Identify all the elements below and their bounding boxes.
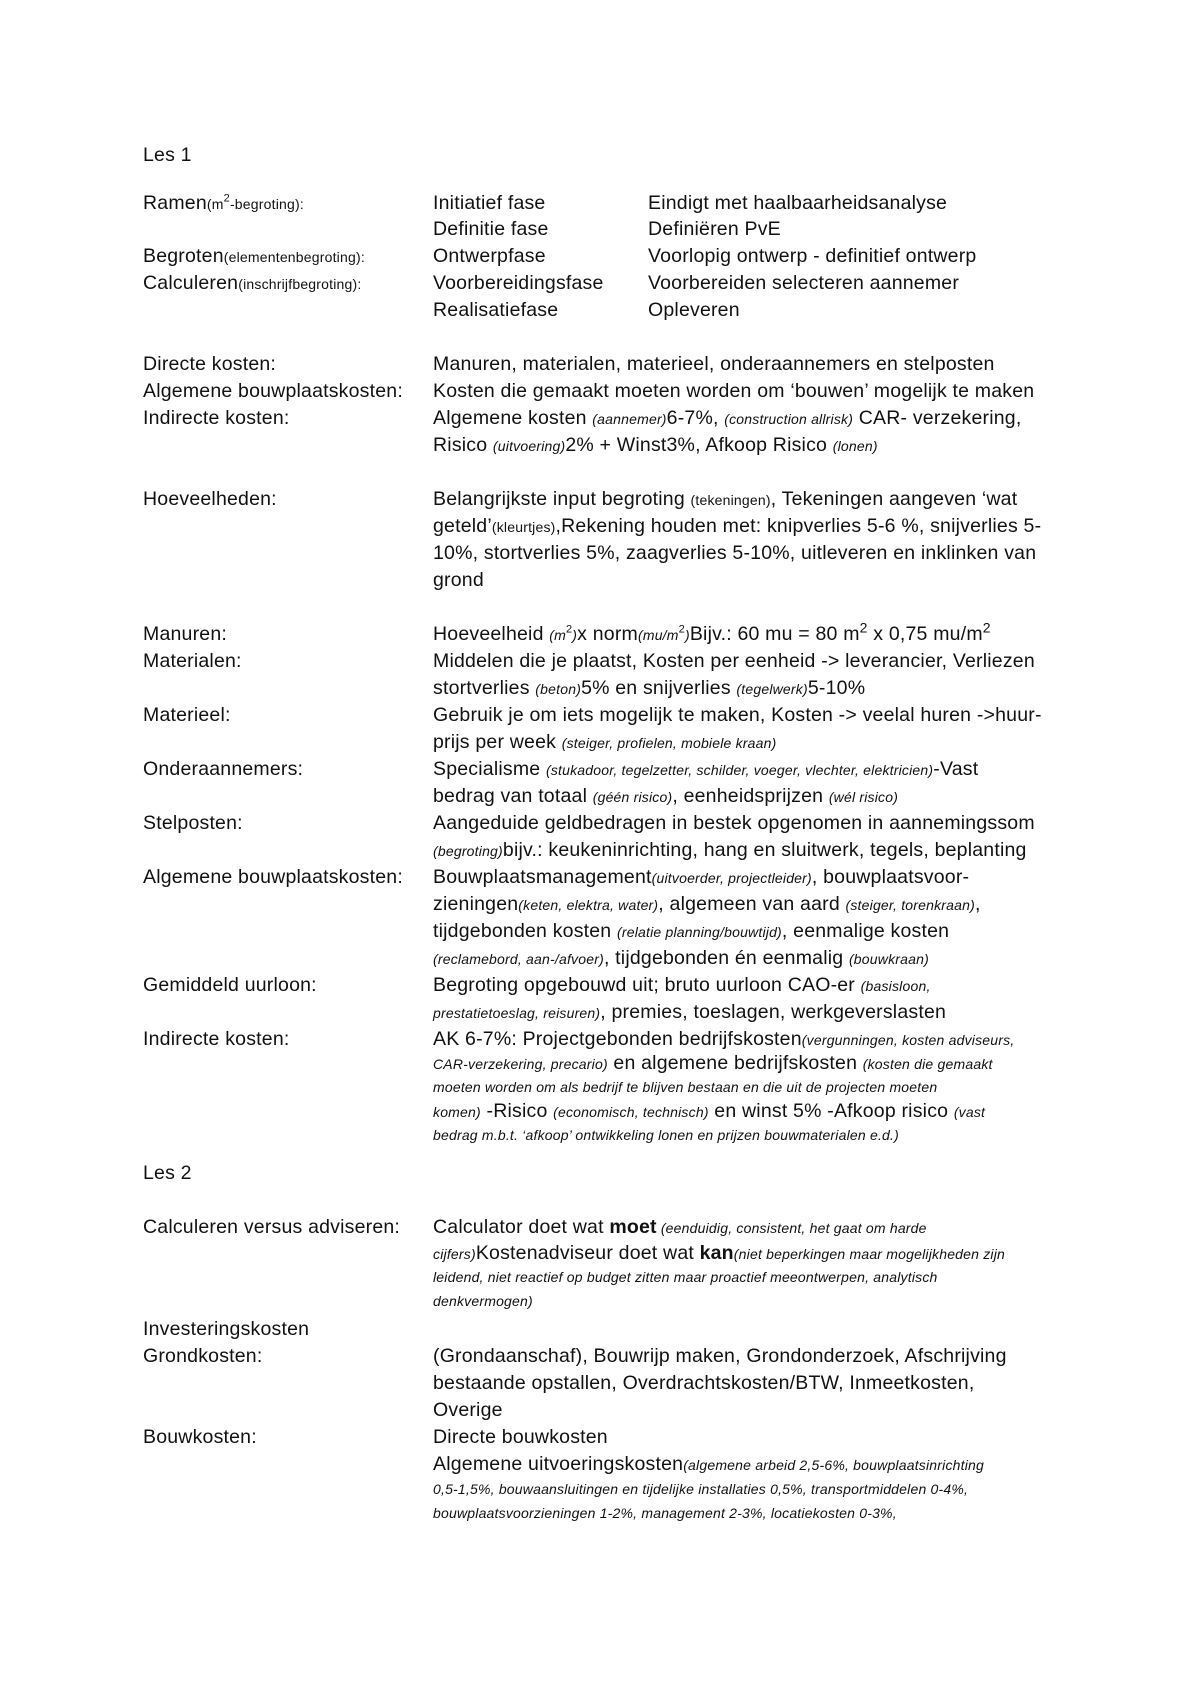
hoeveelheden-label: Hoeveelheden: bbox=[143, 488, 277, 510]
abk2-label: Algemene bouwplaatskosten: bbox=[143, 866, 403, 888]
abk2-text: Bouwplaatsmanagement(uitvoerder, projectleider), bouwplaatsvoor- bbox=[433, 866, 970, 888]
abk2-text: tijdgebonden kosten (relatie planning/bouwtijd), eenmalige kosten bbox=[433, 920, 950, 942]
grondkosten-text: Overige bbox=[433, 1399, 503, 1421]
materialen-text: Middelen die je plaatst, Kosten per eenheid -> leverancier, Verliezen bbox=[433, 650, 1035, 672]
section-heading-les1: Les 1 bbox=[143, 144, 192, 166]
phase-desc: Definiëren PvE bbox=[648, 218, 781, 240]
phase-desc: Voorlopig ontwerp - definitief ontwerp bbox=[648, 245, 977, 267]
materieel-text: Gebruik je om iets mogelijk te maken, Kosten -> veelal huren ->huur- bbox=[433, 704, 1042, 726]
onderaannemers-text: Specialisme (stukadoor, tegelzetter, schilder, voeger, vlechter, elektricien)-Vast bbox=[433, 758, 979, 780]
calculeren-versus-text: leidend, niet reactief op budget zitten maar proactief meeontwerpen, analytisch bbox=[433, 1269, 938, 1285]
phase-name: Realisatiefase bbox=[433, 299, 559, 321]
bouwkosten-label: Bouwkosten: bbox=[143, 1426, 257, 1448]
phase-name: Voorbereidingsfase bbox=[433, 272, 604, 294]
uurloon-text: prestatietoeslag, reisuren), premies, toeslagen, werkgeverslasten bbox=[433, 1001, 947, 1023]
materieel-text: prijs per week (steiger, profielen, mobiele kraan) bbox=[433, 731, 777, 753]
investeringskosten-label: Investeringskosten bbox=[143, 1318, 310, 1340]
abk2-text: zieningen(keten, elektra, water), algemeen van aard (steiger, torenkraan), bbox=[433, 893, 981, 915]
stelposten-label: Stelposten: bbox=[143, 812, 243, 834]
materialen-text: stortverlies (beton)5% en snijverlies (tegelwerk)5-10% bbox=[433, 677, 866, 699]
directe-kosten-label: Directe kosten: bbox=[143, 353, 277, 375]
materialen-label: Materialen: bbox=[143, 650, 242, 672]
indirecte-kosten2-label: Indirecte kosten: bbox=[143, 1028, 290, 1050]
bouwkosten-text: Algemene uitvoeringskosten(algemene arbeid 2,5-6%, bouwplaatsinrichting bbox=[433, 1453, 985, 1475]
materieel-label: Materieel: bbox=[143, 704, 231, 726]
abk-text: Kosten die gemaakt moeten worden om ‘bouwen’ mogelijk te maken bbox=[433, 380, 1035, 402]
calculeren-versus-text: Calculator doet wat moet (eenduidig, consistent, het gaat om harde bbox=[433, 1216, 927, 1238]
hoeveelheden-text: 10%, stortverlies 5%, zaagverlies 5-10%, uitleveren en inklinken van bbox=[433, 542, 1037, 564]
phase-name: Definitie fase bbox=[433, 218, 549, 240]
stelposten-text: Aangeduide geldbedragen in bestek opgenomen in aannemingssom bbox=[433, 812, 1035, 834]
abk-label: Algemene bouwplaatskosten: bbox=[143, 380, 403, 402]
stelposten-text: (begroting)bijv.: keukeninrichting, hang en sluitwerk, tegels, beplanting bbox=[433, 839, 1027, 861]
phase-desc: Eindigt met haalbaarheidsanalyse bbox=[648, 192, 948, 214]
manuren-label: Manuren: bbox=[143, 623, 227, 645]
manuren-text: Hoeveelheid $(m^2)x$ $norm(mu/m^2)Bijv$.: 60 mu = 80 $m^2$ x 0,75 $mu/m^2$ bbox=[433, 619, 991, 645]
phase-name: Initiatief fase bbox=[433, 192, 546, 214]
hoeveelheden-text: geteld’(kleurtjes),Rekening houden met: knipverlies 5-6 %, snijverlies 5- bbox=[433, 515, 1042, 537]
onderaannemers-label: Onderaannemers: bbox=[143, 758, 304, 780]
phase-desc: Voorbereiden selecteren aannemer bbox=[648, 272, 960, 294]
calculeren-versus-text: cijfers)Kostenadviseur doet wat kan(niet beperkingen maar mogelijkheden zijn bbox=[433, 1242, 1006, 1264]
hoeveelheden-text: Belangrijkste input begroting (tekeningen), Tekeningen aangeven ‘wat bbox=[433, 488, 1018, 510]
uurloon-text: Begroting opgebouwd uit; bruto uurloon CAO-er (basisloon, bbox=[433, 974, 931, 996]
ramen-label: $Ramen(m^2-begroting)$: bbox=[143, 192, 304, 214]
bouwkosten-text: 0,5-1,5%, bouwaansluitingen en tijdelijke installaties 0,5%, transportmiddelen 0-4%, bbox=[433, 1481, 969, 1497]
grondkosten-text: (Grondaanschaf), Bouwrijp maken, Grondonderzoek, Afschrijving bbox=[433, 1345, 1007, 1367]
onderaannemers-text: bedrag van totaal (géén risico), eenheidsprijzen (wél risico) bbox=[433, 785, 899, 807]
indirecte-kosten-label: Indirecte kosten: bbox=[143, 407, 290, 429]
bouwkosten-text: Directe bouwkosten bbox=[433, 1426, 608, 1448]
begroten-label: Begroten(elementenbegroting): bbox=[143, 245, 365, 267]
phase-desc: Opleveren bbox=[648, 299, 740, 321]
abk2-text: (reclamebord, aan-/afvoer), tijdgebonden én eenmalig (bouwkraan) bbox=[433, 947, 929, 969]
uurloon-label: Gemiddeld uurloon: bbox=[143, 974, 317, 996]
directe-kosten-text: Manuren, materialen, materieel, onderaannemers en stelposten bbox=[433, 353, 995, 375]
hoeveelheden-text: grond bbox=[433, 569, 484, 591]
indirecte-kosten-text: Algemene kosten (aannemer)6-7%, (construction allrisk) CAR- verzekering, bbox=[433, 407, 1022, 429]
indirecte-kosten2-text: CAR-verzekering, precario) en algemene bedrijfskosten (kosten die gemaakt bbox=[433, 1052, 993, 1074]
calculeren-label: Calculeren(inschrijfbegroting): bbox=[143, 272, 362, 294]
calculeren-versus-label: Calculeren versus adviseren: bbox=[143, 1216, 401, 1238]
indirecte-kosten2-text: moeten worden om als bedrijf te blijven bestaan en die uit de projecten moeten bbox=[433, 1079, 938, 1095]
bouwkosten-text: bouwplaatsvoorzieningen 1-2%, management 2-3%, locatiekosten 0-3%, bbox=[433, 1505, 897, 1521]
calculeren-versus-text: denkvermogen) bbox=[433, 1293, 533, 1309]
grondkosten-label: Grondkosten: bbox=[143, 1345, 263, 1367]
section-heading-les2: Les 2 bbox=[143, 1162, 192, 1184]
grondkosten-text: bestaande opstallen, Overdrachtskosten/BTW, Inmeetkosten, bbox=[433, 1372, 975, 1394]
indirecte-kosten2-text: AK 6-7%: Projectgebonden bedrijfskosten(vergunningen, kosten adviseurs, bbox=[433, 1028, 1015, 1050]
phase-name: Ontwerpfase bbox=[433, 245, 546, 267]
indirecte-kosten-text: Risico (uitvoering)2% + Winst3%, Afkoop Risico (lonen) bbox=[433, 434, 878, 456]
indirecte-kosten2-text: bedrag m.b.t. ‘afkoop’ ontwikkeling lonen en prijzen bouwmaterialen e.d.) bbox=[433, 1127, 899, 1143]
indirecte-kosten2-text: komen) -Risico (economisch, technisch) en winst 5% -Afkoop risico (vast bbox=[433, 1100, 986, 1122]
